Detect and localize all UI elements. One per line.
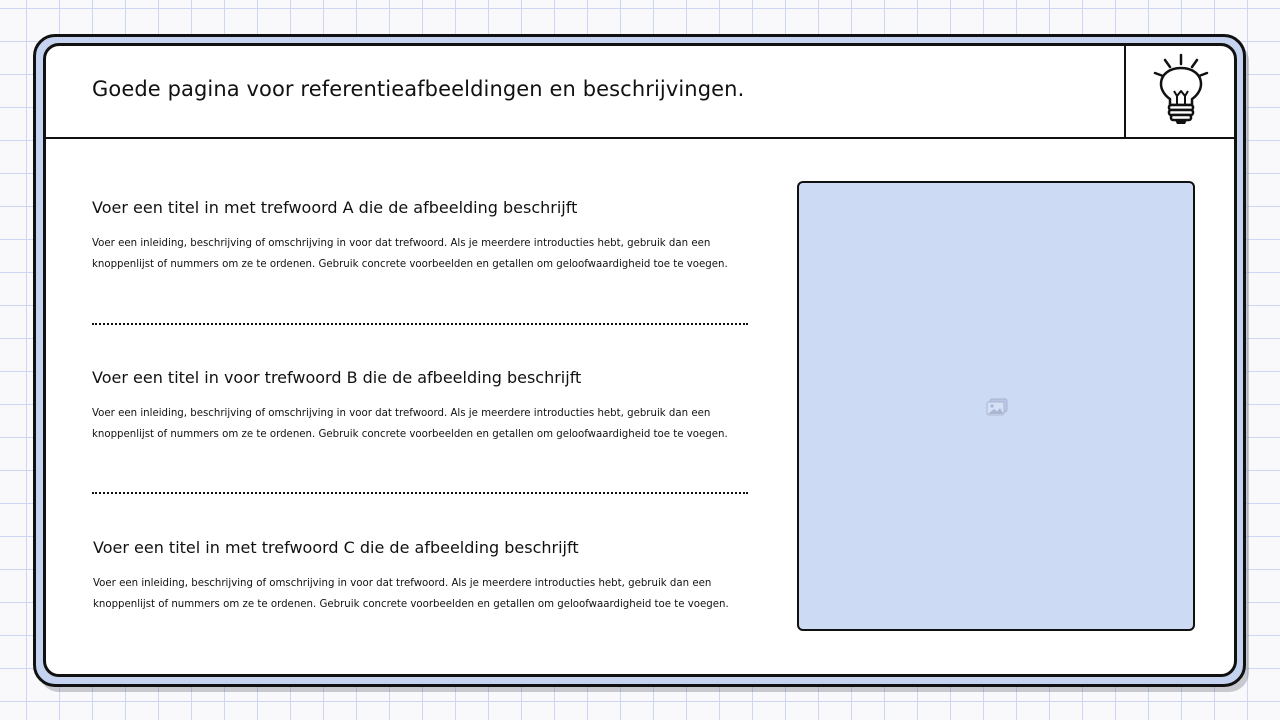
- dotted-divider: [92, 492, 748, 494]
- section-description: Voer een inleiding, beschrijving of omschrijving in voor dat trefwoord. Als je meerdere introducties hebt, gebruik dan een knoppenlijst of nummers om ze te ordenen. Gebruik concrete voorbeelden en getallen om geloofwaardigheid toe te voegen.: [93, 578, 729, 610]
- lightbulb-icon: [1152, 53, 1210, 129]
- section-c: [93, 538, 763, 615]
- header-bar: [46, 46, 1234, 139]
- image-icon: [986, 398, 1008, 416]
- header-icon-box: [1124, 46, 1234, 137]
- section-title: Voer een titel in voor trefwoord B die de afbeelding beschrijft: [92, 368, 582, 387]
- section-a: [92, 198, 762, 275]
- section-description: Voer een inleiding, beschrijving of omschrijving in voor dat trefwoord. Als je meerdere introducties hebt, gebruik dan een knoppenlijst of nummers om ze te ordenen. Gebruik concrete voorbeelden en getallen om geloofwaardigheid toe te voegen.: [92, 238, 728, 270]
- section-description: Voer een inleiding, beschrijving of omschrijving in voor dat trefwoord. Als je meerdere introducties hebt, gebruik dan een knoppenlijst of nummers om ze te ordenen. Gebruik concrete voorbeelden en getallen om geloofwaardigheid toe te voegen.: [92, 408, 728, 440]
- section-title: Voer een titel in met trefwoord A die de afbeelding beschrijft: [92, 198, 578, 217]
- image-placeholder[interactable]: [797, 181, 1195, 631]
- section-b: [92, 368, 762, 445]
- section-title: Voer een titel in met trefwoord C die de afbeelding beschrijft: [93, 538, 579, 557]
- page-title: Goede pagina voor referentieafbeeldingen en beschrijvingen.: [92, 77, 745, 101]
- dotted-divider: [92, 323, 748, 325]
- content-panel: [43, 43, 1237, 677]
